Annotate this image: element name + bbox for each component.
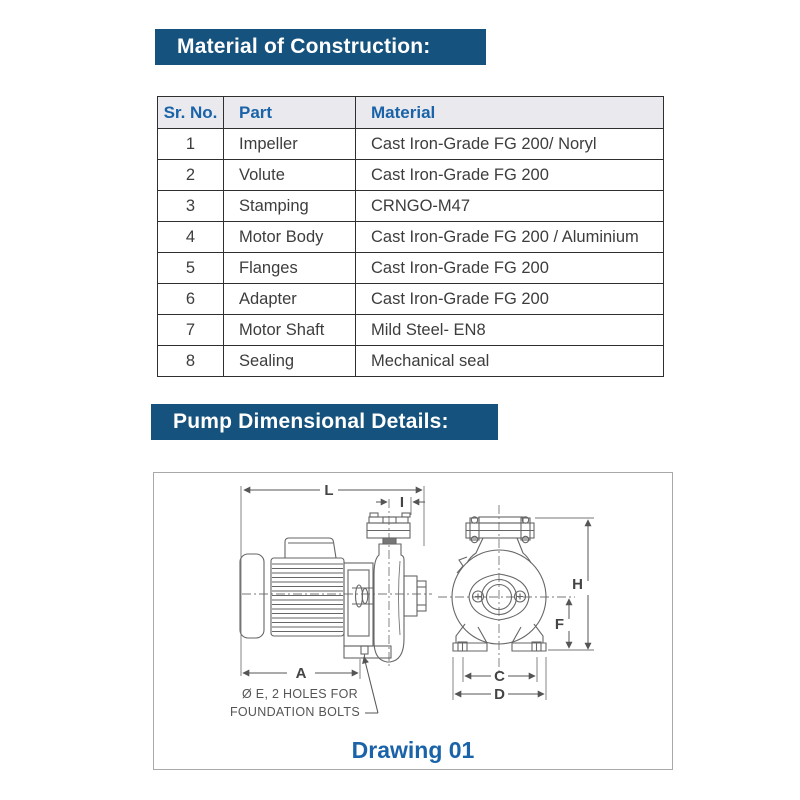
row-part: Motor Body <box>224 222 356 253</box>
dim-label-L: L <box>324 482 334 499</box>
discharge-flange-side <box>367 513 410 544</box>
pump-side-view <box>240 513 426 662</box>
pump-dimensional-drawing-frame <box>153 472 673 770</box>
drawing-caption: Drawing 01 <box>351 737 475 763</box>
row-material: Mild Steel- EN8 <box>356 315 664 346</box>
row-part: Flanges <box>224 253 356 284</box>
dim-label-A: A <box>295 665 307 682</box>
foundation-bolt-hole <box>361 646 368 654</box>
dim-label-F: F <box>554 616 564 633</box>
row-material: Cast Iron-Grade FG 200 <box>356 284 664 315</box>
table-row <box>158 284 664 315</box>
materials-table-body <box>158 129 664 377</box>
row-material: Cast Iron-Grade FG 200 / Aluminium <box>356 222 664 253</box>
table-row <box>158 315 664 346</box>
motor-fins <box>272 564 343 632</box>
row-srno: 4 <box>158 222 224 253</box>
foot-left-front <box>453 624 487 651</box>
dim-label-D: D <box>494 686 505 703</box>
foundation-bolt-note-line1: Ø E, 2 HOLES FOR <box>242 687 358 701</box>
col-header-srno: Sr. No. <box>158 97 224 129</box>
row-srno: 2 <box>158 160 224 191</box>
row-srno: 6 <box>158 284 224 315</box>
row-part: Stamping <box>224 191 356 222</box>
row-srno: 8 <box>158 346 224 377</box>
dim-label-C: C <box>494 668 505 685</box>
row-srno: 1 <box>158 129 224 160</box>
shaft-seal-detail <box>352 585 373 607</box>
discharge-flange-front <box>466 517 534 543</box>
suction-port-side <box>404 576 426 616</box>
row-part: Adapter <box>224 284 356 315</box>
row-part: Volute <box>224 160 356 191</box>
row-part: Sealing <box>224 346 356 377</box>
table-row <box>158 160 664 191</box>
foundation-bolt-note-line2: FOUNDATION BOLTS <box>229 705 361 719</box>
row-material: CRNGO-M47 <box>356 191 664 222</box>
row-material: Cast Iron-Grade FG 200 <box>356 160 664 191</box>
motor-end-cap <box>240 554 264 638</box>
dim-label-H: H <box>572 576 583 593</box>
row-material: Cast Iron-Grade FG 200/ Noryl <box>356 129 664 160</box>
foot-right-front <box>512 624 546 651</box>
section-title-text: Pump Dimensional Details: <box>173 410 449 433</box>
materials-table <box>157 96 664 377</box>
col-header-part: Part <box>224 97 356 129</box>
table-row <box>158 129 664 160</box>
motor-body <box>271 558 344 636</box>
row-part: Impeller <box>224 129 356 160</box>
section-title-text: Material of Construction: <box>177 35 431 58</box>
table-row <box>158 222 664 253</box>
terminal-box <box>285 538 336 558</box>
section-title-pump-dimensional-details <box>151 404 498 440</box>
row-srno: 3 <box>158 191 224 222</box>
row-material: Mechanical seal <box>356 346 664 377</box>
dim-label-I: I <box>399 494 405 511</box>
table-row <box>158 346 664 377</box>
row-srno: 5 <box>158 253 224 284</box>
table-row <box>158 191 664 222</box>
row-material: Cast Iron-Grade FG 200 <box>356 253 664 284</box>
row-srno: 7 <box>158 315 224 346</box>
header-row <box>158 97 664 129</box>
section-title-material-of-construction <box>155 29 486 65</box>
materials-table-head <box>158 97 664 129</box>
col-header-material: Material <box>356 97 664 129</box>
row-part: Motor Shaft <box>224 315 356 346</box>
pump-drawing <box>154 473 674 771</box>
table-row <box>158 253 664 284</box>
